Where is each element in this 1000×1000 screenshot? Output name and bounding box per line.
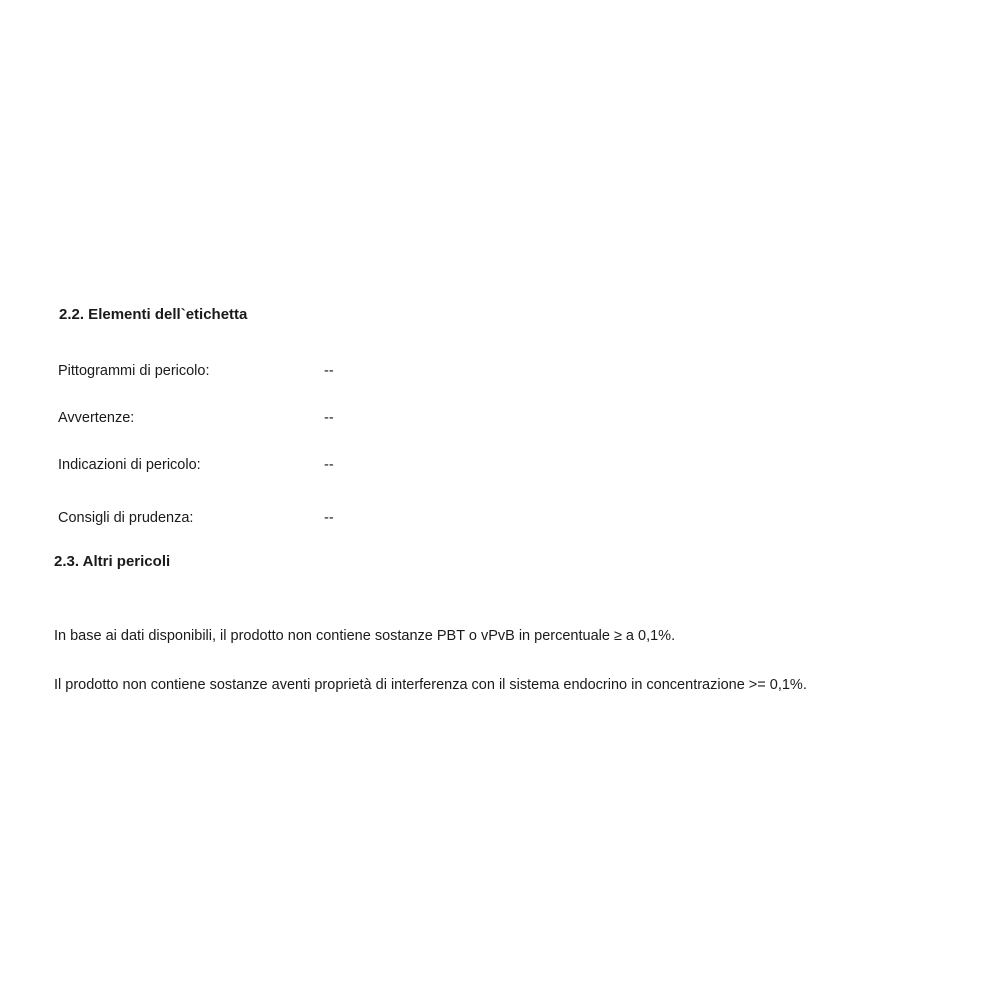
hazard-pictograms-label: Pittogrammi di pericolo: — [58, 363, 210, 379]
signal-word-label: Avvertenze: — [58, 410, 135, 426]
endocrine-paragraph: Il prodotto non contiene sostanze aventi proprietà di interferenza con il sistema endocrino in concentrazione >= 0,1%. — [54, 677, 807, 693]
section-2-2-title: 2.2. Elementi dell`etichetta — [59, 306, 248, 323]
hazard-statements-value: -- — [324, 457, 334, 473]
pbt-vpvb-paragraph: In base ai dati disponibili, il prodotto non contiene sostanze PBT o vPvB in percentuale ≥ a 0,1%. — [54, 628, 676, 644]
precautionary-statements-label: Consigli di prudenza: — [58, 510, 194, 526]
hazard-statements-label: Indicazioni di pericolo: — [58, 457, 201, 473]
section-2-3-title: 2.3. Altri pericoli — [54, 553, 171, 570]
hazard-pictograms-value: -- — [324, 363, 334, 379]
precautionary-statements-value: -- — [324, 510, 334, 526]
signal-word-value: -- — [324, 410, 334, 426]
